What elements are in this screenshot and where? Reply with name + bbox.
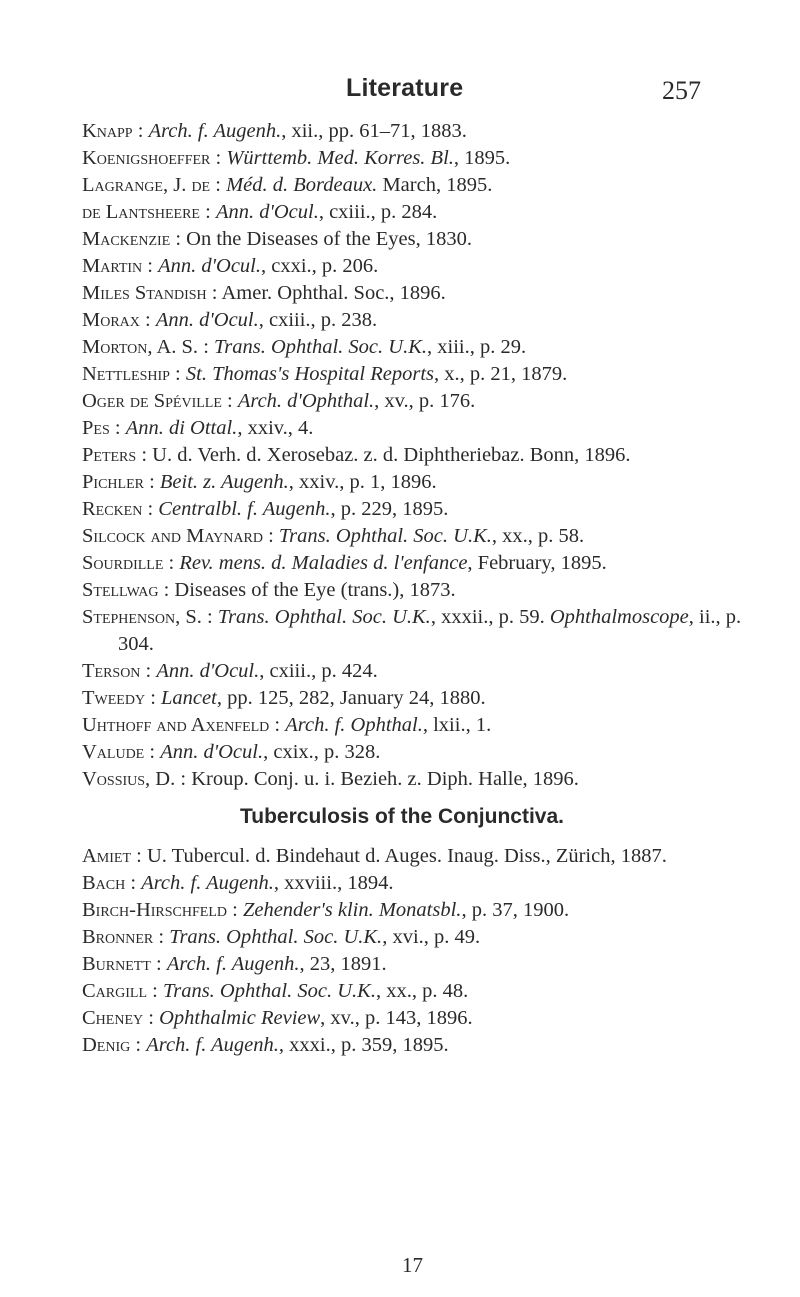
reference-author: Bronner: [82, 926, 154, 948]
reference-source: Arch. d'Ophthal.: [237, 390, 375, 412]
reference-entry: [82, 145, 742, 172]
reference-author: Valude: [82, 741, 145, 763]
reference-separator: :: [125, 872, 142, 894]
reference-details: , cxiii., p. 284.: [318, 201, 438, 223]
reference-source: Arch. f. Augenh.: [148, 120, 282, 142]
reference-separator: :: [139, 309, 156, 331]
page-title: Literature: [346, 74, 464, 102]
reference-details: , xiii., p. 29.: [427, 336, 527, 358]
reference-details: , xxviii., 1894.: [273, 872, 394, 894]
reference-author: Lagrange, J. de: [82, 174, 211, 196]
reference-entry: [82, 442, 742, 469]
reference-author: Koenigshoeffer: [82, 147, 211, 169]
reference-entry: [82, 496, 742, 523]
reference-author: Bach: [82, 872, 126, 894]
reference-list-tuberculosis: [82, 843, 742, 1059]
reference-details: , xxiv., p. 1, 1896.: [288, 471, 437, 493]
reference-author: Miles Standish: [82, 282, 207, 304]
reference-source-secondary: Ophthalmoscope: [549, 606, 689, 628]
reference-author: Oger de Spéville: [82, 390, 222, 412]
reference-author: Cargill: [82, 980, 147, 1002]
reference-details: , lxii., 1.: [422, 714, 492, 736]
reference-separator: :: [145, 687, 162, 709]
reference-details: , cxiii., p. 238.: [258, 309, 378, 331]
reference-entry: [82, 199, 742, 226]
reference-author: Tweedy: [82, 687, 146, 709]
reference-source: Zehender's klin. Monatsbl.: [242, 899, 462, 921]
reference-separator: :: [131, 845, 147, 867]
reference-separator: :: [132, 120, 149, 142]
reference-details: U. d. Verh. d. Xerosebaz. z. d. Diphtheriebaz. Bonn, 1896.: [152, 444, 631, 466]
reference-entry: [82, 307, 742, 334]
bibliography: [82, 118, 742, 1059]
reference-source: Arch. f. Augenh.: [141, 872, 274, 894]
reference-entry: [82, 334, 742, 361]
reference-separator: :: [175, 768, 192, 790]
section-heading: Tuberculosis of the Conjunctiva.: [240, 805, 564, 828]
reference-entry: [82, 712, 742, 739]
reference-author: Pichler: [82, 471, 144, 493]
reference-source: Trans. Ophthal. Soc. U.K.: [169, 926, 383, 948]
reference-details: , xv., p. 176.: [374, 390, 476, 412]
reference-author: Knapp: [82, 120, 133, 142]
reference-details: , x., p. 21, 1879.: [434, 363, 568, 385]
reference-entry: [82, 1005, 742, 1032]
reference-author: Burnett: [82, 953, 151, 975]
reference-source: Ann. d'Ocul.: [156, 660, 260, 682]
reference-separator: :: [262, 525, 279, 547]
reference-list-literature: [82, 118, 742, 793]
reference-source: St. Thomas's Hospital Reports: [185, 363, 435, 385]
reference-entry: [82, 604, 742, 658]
reference-separator: :: [109, 417, 126, 439]
reference-author: Cheney: [82, 1007, 144, 1029]
reference-entry: [82, 658, 742, 685]
reference-entry: [82, 924, 742, 951]
reference-author: Silcock and Maynard: [82, 525, 263, 547]
reference-separator: :: [198, 336, 215, 358]
reference-entry: [82, 843, 742, 870]
reference-entry: [82, 870, 742, 897]
reference-details: , cxix., p. 328.: [263, 741, 381, 763]
reference-entry: [82, 577, 742, 604]
reference-source: Méd. d. Bordeaux.: [226, 174, 378, 196]
reference-details-secondary: , ii., p. 304.: [118, 606, 742, 655]
reference-separator: :: [210, 174, 227, 196]
reference-entry: [82, 685, 742, 712]
reference-details: , xxiv., 4.: [237, 417, 314, 439]
reference-entry: [82, 226, 742, 253]
reference-entry: [82, 253, 742, 280]
reference-details: Amer. Ophthal. Soc., 1896.: [221, 282, 446, 304]
reference-separator: :: [201, 606, 218, 628]
reference-separator: :: [269, 714, 286, 736]
reference-details: , p. 37, 1900.: [461, 899, 570, 921]
reference-source: Ann. d'Ocul.: [160, 741, 264, 763]
reference-entry: [82, 388, 742, 415]
reference-entry: [82, 739, 742, 766]
reference-entry: [82, 118, 742, 145]
reference-author: Morax: [82, 309, 140, 331]
reference-details: , xx., p. 58.: [491, 525, 585, 547]
reference-details: , xii., pp. 61–71, 1883.: [281, 120, 467, 142]
reference-entry: [82, 415, 742, 442]
reference-source: Arch. f. Augenh.: [166, 953, 300, 975]
reference-author: Sourdille: [82, 552, 164, 574]
reference-author: Birch-Hirschfeld: [82, 899, 227, 921]
reference-source: Ann. d'Ocul.: [158, 255, 262, 277]
reference-details: , p. 229, 1895.: [330, 498, 449, 520]
reference-details: , cxxi., p. 206.: [261, 255, 379, 277]
reference-source: Arch. f. Ophthal.: [285, 714, 423, 736]
reference-separator: :: [170, 228, 187, 250]
reference-separator: :: [169, 363, 186, 385]
reference-author: Morton, A. S.: [82, 336, 199, 358]
reference-source: Ann. d'Ocul.: [215, 201, 319, 223]
reference-separator: :: [147, 980, 163, 1002]
reference-entry: [82, 550, 742, 577]
reference-author: Stellwag: [82, 579, 159, 601]
reference-entry: [82, 469, 742, 496]
reference-source: Ann. d'Ocul.: [155, 309, 259, 331]
reference-entry: [82, 523, 742, 550]
reference-source: Ophthalmic Review: [159, 1007, 321, 1029]
reference-author: de Lantsheere: [82, 201, 200, 223]
reference-details: , cxiii., p. 424.: [259, 660, 378, 682]
reference-source: Lancet: [161, 687, 217, 709]
reference-author: Stephenson, S.: [82, 606, 202, 628]
reference-separator: :: [142, 255, 159, 277]
reference-separator: :: [136, 444, 153, 466]
reference-details: , xx., p. 48.: [375, 980, 469, 1002]
reference-source: Beit. z. Augenh.: [159, 471, 289, 493]
reference-source: Rev. mens. d. Maladies d. l'enfance: [179, 552, 468, 574]
signature-mark: 17: [402, 1253, 423, 1277]
reference-entry: [82, 172, 742, 199]
reference-details: , xxxii., p. 59.: [430, 606, 545, 628]
reference-separator: :: [142, 498, 159, 520]
reference-details: , xv., p. 143, 1896.: [320, 1007, 473, 1029]
reference-separator: :: [143, 1007, 160, 1029]
reference-separator: :: [153, 926, 170, 948]
reference-details: , xxxi., p. 359, 1895.: [278, 1034, 449, 1056]
reference-source: Trans. Ophthal. Soc. U.K.: [278, 525, 492, 547]
reference-author: Martin: [82, 255, 143, 277]
reference-author: Vossius, D.: [82, 768, 176, 790]
reference-details: Kroup. Conj. u. i. Bezieh. z. Diph. Halle, 1896.: [191, 768, 579, 790]
reference-details: , 1895.: [453, 147, 511, 169]
reference-source: Centralbl. f. Augenh.: [158, 498, 331, 520]
reference-separator: :: [143, 471, 160, 493]
reference-entry: [82, 766, 742, 793]
reference-author: Recken: [82, 498, 143, 520]
reference-details: , 23, 1891.: [299, 953, 387, 975]
reference-separator: :: [144, 741, 161, 763]
reference-author: Peters: [82, 444, 137, 466]
reference-source: Trans. Ophthal. Soc. U.K.: [214, 336, 428, 358]
reference-details: March, 1895.: [377, 174, 493, 196]
reference-details: U. Tubercul. d. Bindehaut d. Auges. Inaug. Diss., Zürich, 1887.: [146, 845, 667, 867]
reference-separator: :: [227, 899, 243, 921]
reference-author: Uhthoff and Axenfeld: [82, 714, 270, 736]
reference-author: Terson: [82, 660, 141, 682]
reference-separator: :: [130, 1034, 147, 1056]
reference-entry: [82, 978, 742, 1005]
reference-author: Amiet: [82, 845, 132, 867]
reference-source: Trans. Ophthal. Soc. U.K.: [162, 980, 376, 1002]
reference-source: Trans. Ophthal. Soc. U.K.: [217, 606, 431, 628]
reference-separator: :: [163, 552, 180, 574]
reference-entry: [82, 280, 742, 307]
reference-details: , pp. 125, 282, January 24, 1880.: [216, 687, 486, 709]
reference-separator: :: [210, 147, 227, 169]
reference-details: , February, 1895.: [467, 552, 607, 574]
reference-author: Nettleship: [82, 363, 170, 385]
reference-entry: [82, 361, 742, 388]
reference-details: On the Diseases of the Eyes, 1830.: [186, 228, 472, 250]
reference-source: Arch. f. Augenh.: [146, 1034, 279, 1056]
reference-details: , xvi., p. 49.: [382, 926, 481, 948]
reference-separator: :: [221, 390, 238, 412]
reference-separator: :: [158, 579, 175, 601]
reference-separator: :: [150, 953, 167, 975]
reference-entry: [82, 1032, 742, 1059]
page-number: 257: [662, 76, 701, 105]
reference-separator: :: [140, 660, 157, 682]
reference-entry: [82, 951, 742, 978]
running-header: [0, 70, 800, 110]
reference-author: Denig: [82, 1034, 131, 1056]
reference-entry: [82, 897, 742, 924]
reference-separator: :: [199, 201, 216, 223]
reference-separator: :: [206, 282, 222, 304]
reference-source: Württemb. Med. Korres. Bl.: [226, 147, 454, 169]
reference-source: Ann. di Ottal.: [125, 417, 238, 439]
reference-author: Mackenzie: [82, 228, 171, 250]
reference-details: Diseases of the Eye (trans.), 1873.: [174, 579, 456, 601]
reference-author: Pes: [82, 417, 110, 439]
